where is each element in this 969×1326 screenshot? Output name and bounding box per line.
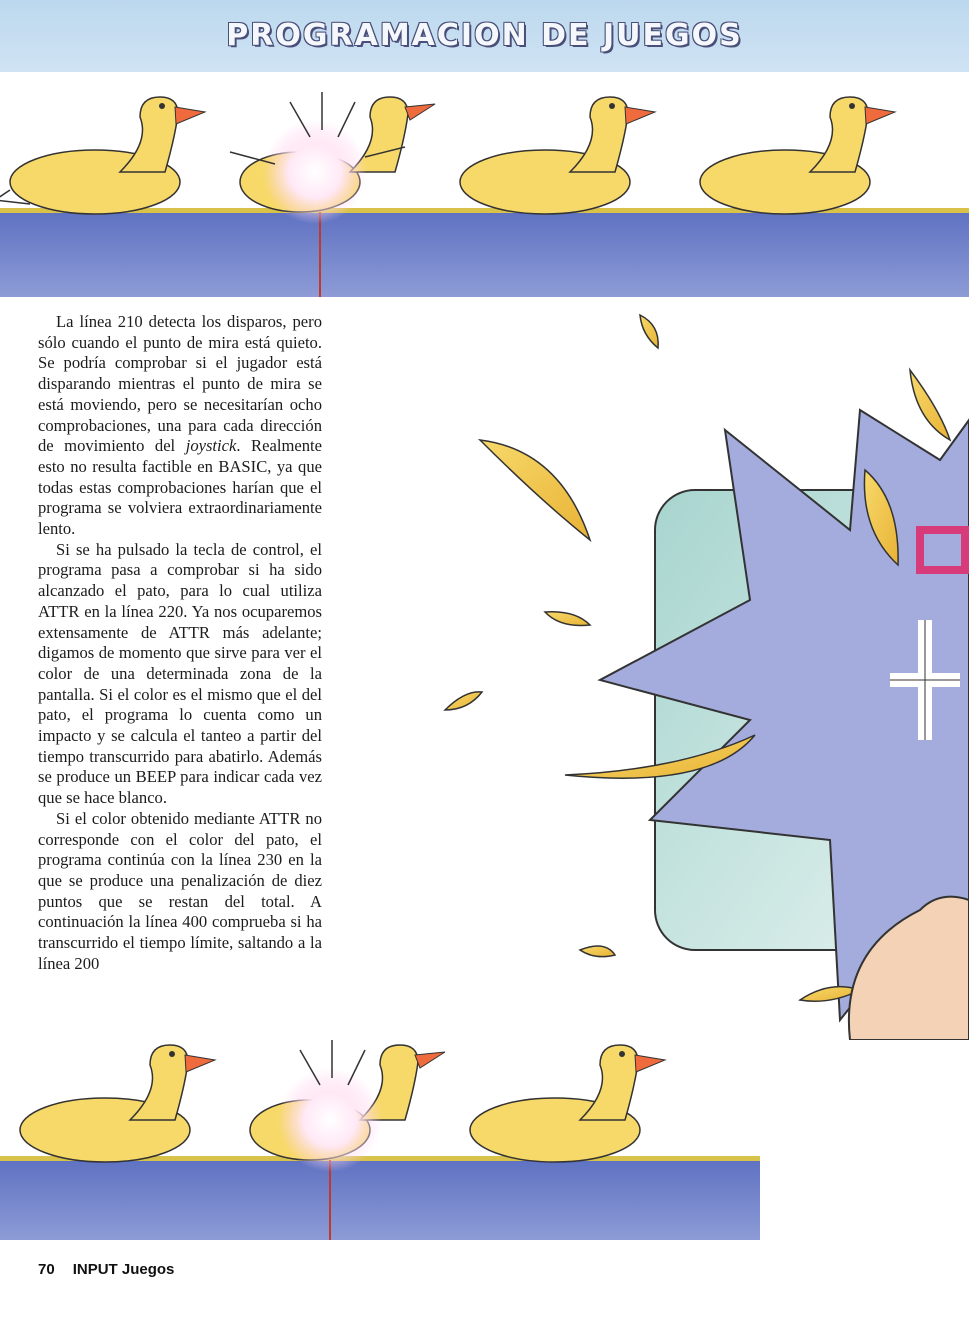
water-band (0, 1160, 760, 1240)
feather-icon (910, 370, 950, 440)
duck-icon (0, 97, 205, 214)
paragraph-1: La línea 210 detecta los disparos, pero sólo cuando el punto de mira está quieto. Se podría comprobar si el jugador está disparando mientras el punto de mira se está moviendo, pero se necesitarían ocho comprobaciones, una para cada dirección de movimiento del joystick. Realmente esto no resulta factible en BASIC, ya que todas estas comprobaciones harían que el programa se volviera extraordinariamente lento. (38, 312, 323, 539)
page-section-title: PROGRAMACION DE JUEGOS (226, 18, 743, 53)
feather-icon (480, 440, 590, 540)
duck-icon (460, 97, 655, 214)
page-footer (38, 1261, 174, 1278)
bottom-duck-strip-illustration (0, 1020, 969, 1240)
water-band (0, 212, 969, 297)
duck-icon (20, 1045, 215, 1162)
paragraph-2: Si se ha pulsado la tecla de control, el programa pasa a comprobar si ha sido alcanzado el pato, para lo cual utiliza ATTR en la línea 220. Ya nos ocuparemos extensamente de ATTR más adelante; digamos de momento que sirve para ver el color de una determinada zona de la pantalla. Si el color es el mismo que el del pato, el programa lo cuenta como un impacto y se calcula el tanteo a partir del tiempo transcurrido para abatirlo. Además se produce un BEEP para indicar cada vez que se hace blanco. (38, 539, 322, 808)
hit-duck-icon (250, 1040, 445, 1172)
hit-duck-icon (230, 92, 435, 224)
paragraph-3: Si el color obtenido mediante ATTR no corresponde con el color del pato, el programa continúa con la línea 230 en la que se produce una penalización de diez puntos que se restan del total. A continuación la línea 400 comprueba si ha transcurrido el tiempo límite, saltando a la línea 200 (38, 808, 322, 973)
duck-icon (700, 97, 895, 214)
feather-icon (640, 315, 658, 348)
duck-icon (470, 1045, 665, 1162)
article-body (38, 312, 322, 975)
feathers-screen-illustration (420, 300, 969, 1040)
feather-icon (445, 692, 482, 710)
feather-icon (545, 612, 590, 626)
header-band (0, 0, 969, 72)
top-duck-strip-illustration (0, 72, 969, 297)
feather-icon (580, 946, 615, 957)
page-number: 70 (38, 1261, 55, 1278)
publication-name: INPUT Juegos (72, 1261, 175, 1278)
